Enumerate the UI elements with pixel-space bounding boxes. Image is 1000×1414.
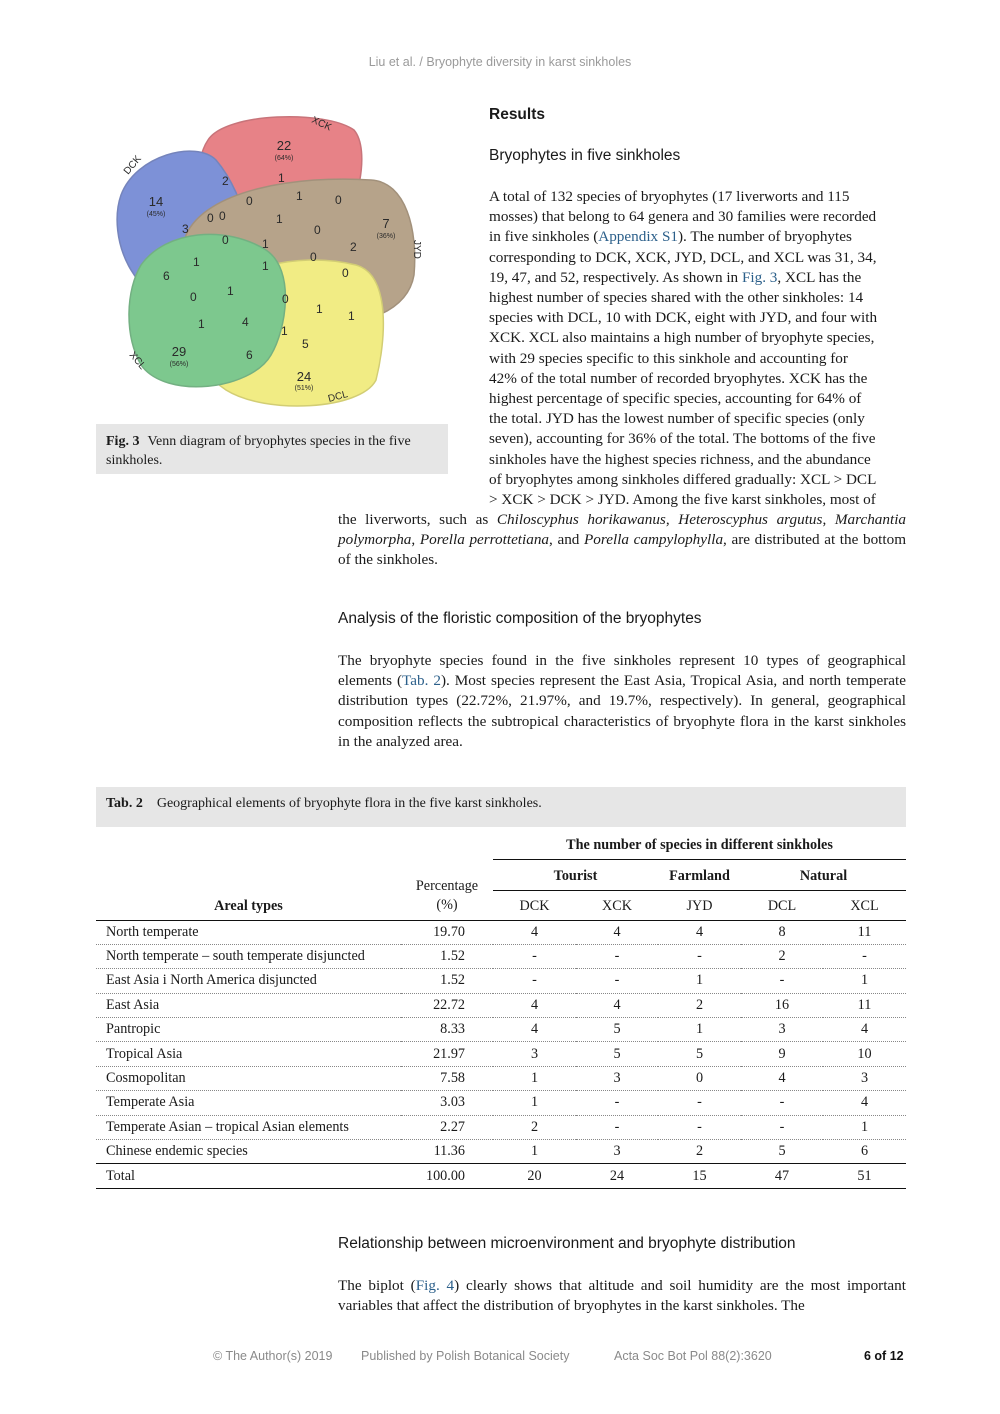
table-subheader-natural: Natural — [741, 859, 906, 890]
cell-count: - — [779, 972, 785, 989]
figure-caption-label: Fig. 3 — [106, 434, 140, 449]
text-span: the liverworts, such as — [338, 511, 497, 528]
cell-count: - — [779, 1094, 785, 1111]
table-header-jyd: JYD — [686, 897, 713, 914]
table-row — [96, 969, 906, 993]
running-head: Liu et al. / Bryophyte diversity in karst sinkholes — [368, 55, 632, 69]
venn-region-dcl-only: 24 — [296, 369, 312, 384]
venn-region-value: 1 — [348, 309, 355, 323]
cell-percentage: 19.70 — [433, 923, 465, 940]
table-caption — [96, 787, 906, 827]
cell-areal-type: Pantropic — [106, 1021, 161, 1038]
cell-areal-type: East Asia — [106, 996, 160, 1013]
cell-count: 4 — [530, 1021, 539, 1038]
text-line: corresponding to DCK, XCK, JYD, DCL, and XCL was 31, 34, — [489, 248, 877, 266]
venn-figure — [96, 100, 448, 425]
cell-count: 0 — [695, 1070, 704, 1087]
cell-count: 4 — [695, 923, 704, 940]
text-span: 19, 47, and 52, respectively. As shown in — [489, 268, 742, 286]
cell-count: - — [614, 1118, 620, 1135]
cell-count: 24 — [609, 1167, 625, 1184]
text-span: The biplot ( — [338, 1277, 416, 1294]
cell-count: 3 — [613, 1143, 621, 1160]
table-header-percentage — [401, 877, 493, 920]
venn-region-value: 0 — [282, 292, 289, 306]
cell-count: 1 — [695, 1021, 704, 1038]
species-name: Porella perrottetiana — [419, 531, 550, 549]
venn-region-jyd-only: 7 — [382, 216, 390, 231]
venn-region-dck-pct: (45%) — [146, 211, 166, 218]
table-row — [96, 944, 906, 968]
table-caption-label: Tab. 2 — [106, 796, 143, 811]
cell-count: 4 — [613, 996, 621, 1013]
cell-count: 1 — [530, 1143, 539, 1160]
cell-count: 2 — [530, 1118, 539, 1135]
venn-region-value: 1 — [198, 317, 205, 331]
text-span: in five sinkholes ( — [489, 228, 599, 246]
text-line: mosses) that belong to 64 genera and 30 families were recorded — [489, 208, 877, 226]
venn-region-value: 0 — [190, 290, 197, 304]
venn-region-value: 0 — [207, 211, 214, 225]
cell-count: 51 — [857, 1167, 872, 1184]
cell-count: 3 — [778, 1021, 786, 1038]
text-line: the total. JYD has the lowest number of specific species (only — [489, 410, 865, 428]
venn-label-dcl: DCL — [326, 389, 350, 405]
venn-label-dck: DCK — [121, 153, 144, 177]
venn-region-value: 1 — [227, 284, 234, 298]
cell-areal-type: Cosmopolitan — [106, 1070, 186, 1087]
text-span: , — [822, 511, 835, 528]
cell-count: - — [697, 1094, 702, 1111]
venn-region-value: 1 — [262, 237, 269, 251]
text-line: 42% of the total number of recorded bryophytes. XCK has the — [489, 369, 868, 387]
venn-region-xck-pct: (64%) — [274, 155, 294, 162]
venn-region-value: 0 — [335, 193, 342, 207]
text-line — [489, 268, 906, 288]
appendix-link[interactable]: Appendix S1 — [598, 228, 678, 246]
table-row — [96, 993, 906, 1017]
table-header-percentage-line2: (%) — [436, 896, 458, 913]
venn-region-jyd-pct: (36%) — [376, 233, 396, 240]
venn-region-value: 1 — [296, 189, 303, 203]
cell-count: 1 — [530, 1070, 539, 1087]
venn-diagram — [96, 100, 448, 425]
table-header-xcl: XCL — [850, 897, 879, 914]
venn-region-value: 6 — [246, 348, 253, 362]
cell-count: 4 — [778, 1070, 786, 1087]
text-line: sinkholes have the highest species richness, and the abundance — [489, 450, 871, 468]
cell-count: 2 — [695, 1143, 704, 1160]
venn-region-xck-only: 22 — [276, 138, 292, 153]
figure4-link[interactable]: Fig. 4 — [415, 1277, 455, 1294]
cell-count: 1 — [695, 972, 704, 989]
table-group-header: The number of species in different sinkholes — [493, 832, 906, 859]
footer-copyright: © The Author(s) 2019 — [213, 1349, 333, 1363]
cell-count: 4 — [860, 1094, 869, 1111]
cell-count: - — [532, 972, 537, 989]
table-row — [96, 1066, 906, 1090]
table-header-areal-types: Areal types — [214, 897, 283, 914]
text-span: , are distributed at the bottom of the sinkholes. — [338, 531, 907, 569]
cell-percentage: 2.27 — [440, 1118, 465, 1135]
cell-count: 4 — [530, 923, 539, 940]
cell-count: - — [614, 948, 620, 965]
cell-count: 4 — [530, 996, 539, 1013]
cell-count: 5 — [613, 1021, 621, 1038]
cell-count: - — [614, 972, 620, 989]
cell-count: 2 — [778, 948, 786, 965]
text-line: > XCK > DCK > JYD. Among the five karst sinkholes, most of — [489, 491, 876, 509]
cell-count: 9 — [778, 1045, 786, 1062]
text-line: seven), accounting for 36% of the total. The bottoms of the five — [489, 430, 876, 448]
cell-count: 3 — [530, 1045, 539, 1062]
cell-count: 11 — [857, 923, 872, 940]
cell-areal-type: North temperate – south temperate disjuncted — [106, 948, 365, 965]
cell-count: 47 — [774, 1167, 790, 1184]
venn-region-value: 1 — [276, 212, 283, 226]
venn-region-value: 2 — [222, 174, 229, 188]
footer-publisher: Published by Polish Botanical Society — [361, 1349, 570, 1363]
table-row — [96, 1018, 906, 1042]
cell-areal-type: Chinese endemic species — [106, 1143, 248, 1160]
cell-count: - — [779, 1118, 785, 1135]
cell-percentage: 8.33 — [440, 1021, 465, 1038]
cell-count: 6 — [860, 1143, 869, 1160]
cell-areal-type: East Asia i North America disjuncted — [106, 972, 317, 989]
table-row — [96, 1140, 906, 1164]
cell-count: 4 — [613, 923, 621, 940]
text-span: , and — [549, 531, 585, 549]
text-line: XCK. XCL also maintains a high number of bryophyte species, — [489, 329, 875, 347]
cell-percentage: 7.58 — [440, 1070, 465, 1087]
table-subheader-tourist: Tourist — [493, 859, 658, 890]
table-header-percentage-line1: Percentage — [415, 877, 479, 894]
cell-areal-type: Temperate Asia — [106, 1094, 195, 1111]
table-header-spacer — [96, 832, 493, 859]
venn-label-xcl: XCL — [126, 349, 148, 372]
table-row — [96, 1091, 906, 1115]
cell-count: 5 — [613, 1045, 621, 1062]
cell-percentage: 1.52 — [440, 948, 465, 965]
text-span: ). Most species represent the East Asia, Tropical Asia, and north temperate distribution types (22.72%, 21.97%, and 19.7%, respectively). In general, geographical composition reflects the subtropical characteristics of bryophyte flora in the karst sinkholes in the analyzed area. — [338, 672, 906, 750]
results-paragraph — [489, 187, 906, 510]
table-row — [96, 920, 906, 944]
venn-label-xck: XCK — [309, 114, 334, 134]
venn-region-value: 1 — [278, 171, 285, 185]
cell-count: 16 — [774, 996, 790, 1013]
text-line: of bryophytes among sinkholes differed gradually: XCL > DCL — [489, 470, 877, 488]
venn-region-dck-only: 14 — [148, 194, 164, 209]
results-heading: Results — [489, 106, 545, 123]
species-name: Porella campylophylla — [584, 531, 724, 549]
text-line — [489, 227, 906, 247]
text-line: species with DCL, 10 with DCK, eight with JYD, and four with — [489, 309, 878, 327]
text-span: The bryophyte species found in the five sinkholes represent 10 types of geographical elements ( — [338, 652, 906, 690]
floristic-paragraph — [338, 651, 906, 752]
figure-caption-text: Venn diagram of bryophytes species in the five sinkholes. — [106, 434, 411, 468]
venn-region-value: 0 — [342, 266, 349, 280]
text-line: A total of 132 species of bryophytes (17 liverworts and 115 — [489, 188, 850, 205]
cell-percentage: 3.03 — [440, 1094, 465, 1111]
footer-journal: Acta Soc Bot Pol 88(2):3620 — [614, 1349, 772, 1363]
cell-count: 8 — [778, 923, 786, 940]
cell-count: 20 — [527, 1167, 542, 1184]
table-header-xck: XCK — [602, 897, 632, 914]
venn-region-value: 0 — [222, 233, 229, 247]
venn-region-xcl-pct: (56%) — [169, 361, 189, 368]
cell-count: - — [697, 948, 702, 965]
table-caption-text: Geographical elements of bryophyte flora in the five karst sinkholes. — [156, 796, 542, 811]
venn-region-value: 0 — [246, 194, 253, 208]
table-row — [96, 1115, 906, 1139]
species-name: Marchantia polymorpha — [338, 511, 907, 549]
text-span: ) clearly shows that altitude and soil humidity are the most important variables that affect the distribution of bryophytes in the karst sinkholes. The — [338, 1277, 906, 1315]
cell-count: 1 — [860, 1118, 869, 1135]
table-subheader-farmland: Farmland — [658, 859, 741, 890]
cell-percentage: 11.36 — [433, 1143, 465, 1160]
geographical-elements-table — [96, 832, 906, 1189]
cell-count: - — [862, 948, 867, 965]
cell-count: 1 — [860, 972, 869, 989]
venn-region-value: 0 — [314, 223, 321, 237]
text-line: with 29 species specific to this sinkhole and accounting for — [489, 349, 848, 367]
venn-region-value: 1 — [262, 259, 269, 273]
text-span: , XCL has the — [777, 268, 862, 286]
species-name: Chiloscyphus horikawanus — [496, 511, 666, 528]
text-line: highest percentage of specific species, accounting for 64% of — [489, 390, 862, 408]
microenvironment-paragraph — [338, 1276, 906, 1316]
results-paragraph-tail — [338, 510, 906, 571]
species-name: Heteroscyphus argutus — [678, 511, 823, 528]
cell-count: - — [532, 948, 537, 965]
cell-percentage: 21.97 — [433, 1045, 465, 1062]
footer-page-number: 6 of 12 — [864, 1349, 904, 1363]
cell-count: 10 — [857, 1045, 872, 1062]
text-span: ). The number of bryophytes — [677, 228, 852, 246]
venn-region-value: 3 — [182, 222, 189, 236]
section-heading-microenvironment: Relationship between microenvironment and bryophyte distribution — [338, 1235, 796, 1252]
cell-percentage: 1.52 — [440, 972, 465, 989]
venn-region-xcl-only: 29 — [171, 344, 187, 359]
cell-count: 5 — [778, 1143, 786, 1160]
section-heading-floristic: Analysis of the floristic composition of the bryophytes — [338, 610, 702, 627]
venn-set-xcl — [126, 234, 285, 386]
venn-region-value: 1 — [281, 324, 288, 338]
cell-count: 3 — [613, 1070, 621, 1087]
venn-region-value: 0 — [310, 250, 317, 264]
cell-percentage: 100.00 — [425, 1167, 465, 1184]
table-header-dck: DCK — [519, 897, 550, 914]
text-line: highest number of species shared with the other sinkholes: 14 — [489, 289, 864, 307]
figure-link[interactable]: Fig. 3 — [741, 268, 778, 286]
venn-region-value: 4 — [242, 315, 249, 329]
table-link[interactable]: Tab. 2 — [402, 672, 441, 690]
venn-region-value: 5 — [302, 337, 309, 351]
venn-region-value: 6 — [163, 269, 170, 283]
venn-region-value: 1 — [316, 302, 323, 316]
cell-count: 15 — [692, 1167, 707, 1184]
cell-count: - — [614, 1094, 620, 1111]
figure-caption — [96, 424, 448, 474]
text-span: , — [411, 531, 420, 549]
table-row — [96, 1164, 906, 1188]
cell-areal-type: Total — [106, 1167, 135, 1184]
cell-count: 11 — [857, 996, 872, 1013]
cell-count: 2 — [695, 996, 704, 1013]
venn-region-value: 1 — [193, 255, 200, 269]
cell-count: - — [697, 1118, 702, 1135]
cell-areal-type: Temperate Asian – tropical Asian elements — [106, 1118, 349, 1135]
venn-region-value: 0 — [219, 209, 226, 223]
table-header-dcl: DCL — [767, 897, 797, 914]
cell-count: 3 — [860, 1070, 869, 1087]
cell-count: 5 — [695, 1045, 704, 1062]
venn-region-value: 2 — [350, 240, 357, 254]
table-row — [96, 1042, 906, 1066]
venn-label-jyd: JYD — [411, 240, 422, 259]
cell-areal-type: North temperate — [106, 923, 199, 940]
table-body — [96, 920, 906, 1188]
cell-areal-type: Tropical Asia — [106, 1045, 183, 1062]
text-span: , — [665, 511, 679, 528]
cell-count: 1 — [530, 1094, 539, 1111]
cell-percentage: 22.72 — [433, 996, 465, 1013]
cell-count: 4 — [860, 1021, 869, 1038]
section-heading-bryophytes: Bryophytes in five sinkholes — [489, 147, 681, 164]
venn-region-dcl-pct: (51%) — [294, 385, 314, 392]
